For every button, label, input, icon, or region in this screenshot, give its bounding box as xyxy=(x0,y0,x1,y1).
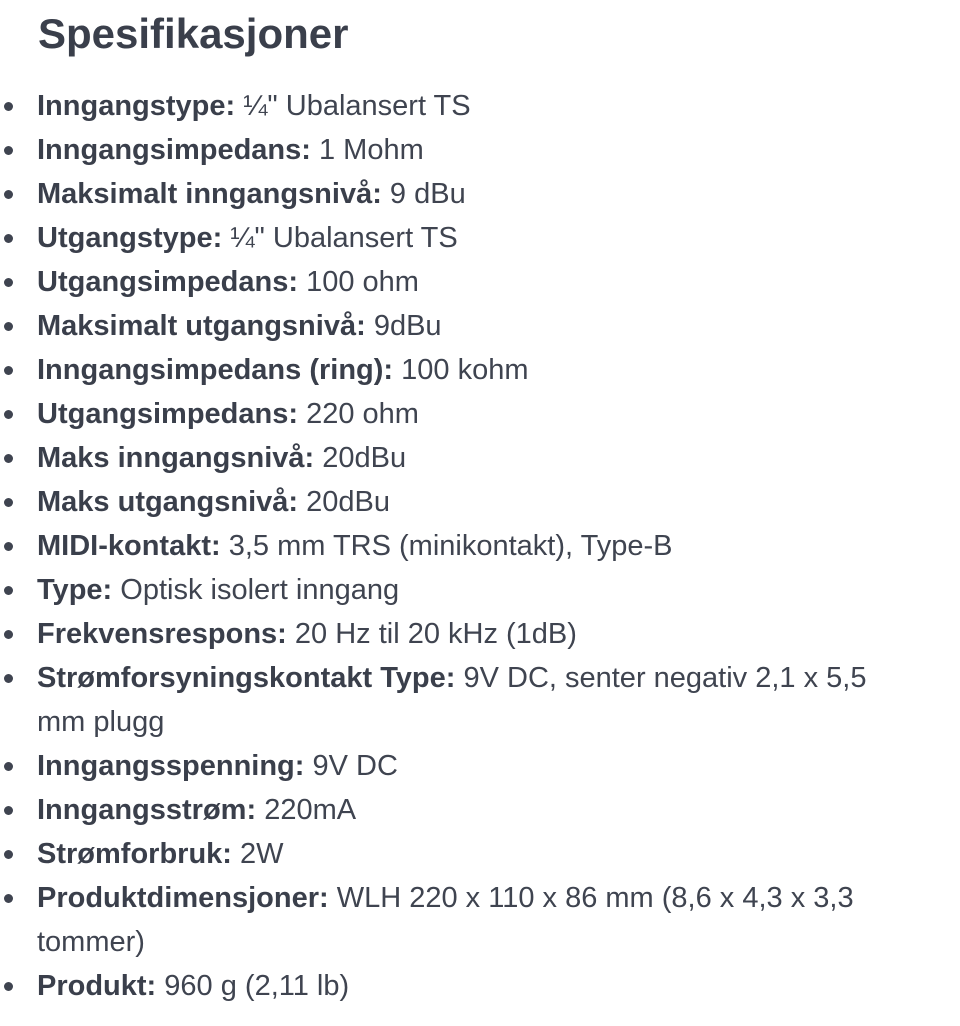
spec-item-product-weight xyxy=(0,964,920,1008)
spec-item-input-impedance-ring xyxy=(0,348,920,392)
bullet-icon xyxy=(4,322,13,331)
bullet-icon xyxy=(4,498,13,507)
spec-value: 220 ohm xyxy=(306,398,419,430)
spec-label: Utgangstype: xyxy=(37,222,223,254)
spec-label: Strømforsyningskontakt Type: xyxy=(37,662,456,694)
spec-value: 20dBu xyxy=(322,442,407,474)
spec-item-output-type xyxy=(0,216,920,260)
spec-value: 220mA xyxy=(264,794,357,826)
bullet-icon xyxy=(4,190,13,199)
bullet-icon xyxy=(4,410,13,419)
spec-value: 20dBu xyxy=(306,486,390,518)
spec-value: 9V DC, senter negativ 2,1 x 5,5 mm plugg xyxy=(37,662,867,738)
bullet-icon xyxy=(4,850,13,859)
spec-item-power-connector-type xyxy=(0,656,920,744)
spec-label: Type: xyxy=(37,574,113,606)
spec-item-max-input-level-2 xyxy=(0,436,920,480)
spec-label: Maksimalt utgangsnivå: xyxy=(37,310,366,342)
spec-label: MIDI-kontakt: xyxy=(37,530,221,562)
spec-value: 9dBu xyxy=(373,310,442,342)
bullet-icon xyxy=(4,586,13,595)
spec-item-type xyxy=(0,568,920,612)
bullet-icon xyxy=(4,674,13,683)
spec-item-midi-connector xyxy=(0,524,920,568)
spec-value: ¼" Ubalansert TS xyxy=(230,222,458,254)
bullet-icon xyxy=(4,630,13,639)
bullet-icon xyxy=(4,894,13,903)
spec-value: 9 dBu xyxy=(389,178,466,210)
spec-label: Inngangsstrøm: xyxy=(37,794,257,826)
spec-item-power-consumption xyxy=(0,832,920,876)
spec-item-max-input-level xyxy=(0,172,920,216)
spec-value: 9V DC xyxy=(312,750,398,782)
spec-item-input-impedance xyxy=(0,128,920,172)
bullet-icon xyxy=(4,982,13,991)
spec-label: Inngangsimpedans (ring): xyxy=(37,354,394,386)
spec-item-input-current xyxy=(0,788,920,832)
bullet-icon xyxy=(4,806,13,815)
bullet-icon xyxy=(4,366,13,375)
spec-value: 100 ohm xyxy=(306,266,419,298)
spec-label: Inngangsspenning: xyxy=(37,750,305,782)
spec-value: Optisk isolert inngang xyxy=(120,574,400,606)
spec-label: Maks inngangsnivå: xyxy=(37,442,315,474)
spec-list xyxy=(0,84,920,1008)
spec-value: 3,5 mm TRS (minikontakt), Type-B xyxy=(228,530,673,562)
spec-value: 2W xyxy=(240,838,284,870)
bullet-icon xyxy=(4,542,13,551)
spec-item-max-output-level-2 xyxy=(0,480,920,524)
spec-label: Produktdimensjoner: xyxy=(37,882,329,914)
spec-label: Frekvensrespons: xyxy=(37,618,287,650)
bullet-icon xyxy=(4,234,13,243)
spec-item-product-dimensions xyxy=(0,876,920,964)
spec-label: Inngangsimpedans: xyxy=(37,134,311,166)
spec-label: Utgangsimpedans: xyxy=(37,266,299,298)
spec-value: ¼" Ubalansert TS xyxy=(243,90,471,122)
spec-item-max-output-level xyxy=(0,304,920,348)
spec-value: 20 Hz til 20 kHz (1dB) xyxy=(294,618,577,650)
spec-label: Maksimalt inngangsnivå: xyxy=(37,178,382,210)
spec-label: Inngangstype: xyxy=(37,90,236,122)
spec-item-output-impedance-2 xyxy=(0,392,920,436)
page-title: Spesifikasjoner xyxy=(38,10,349,57)
spec-item-input-type xyxy=(0,84,920,128)
spec-label: Produkt: xyxy=(37,970,157,1002)
bullet-icon xyxy=(4,102,13,111)
spec-label: Strømforbruk: xyxy=(37,838,232,870)
spec-item-frequency-response xyxy=(0,612,920,656)
spec-label: Utgangsimpedans: xyxy=(37,398,299,430)
bullet-icon xyxy=(4,146,13,155)
spec-value: WLH 220 x 110 x 86 mm (8,6 x 4,3 x 3,3 tommer) xyxy=(37,882,854,958)
spec-value: 1 Mohm xyxy=(318,134,424,166)
spec-item-output-impedance xyxy=(0,260,920,304)
spec-item-input-voltage xyxy=(0,744,920,788)
spec-label: Maks utgangsnivå: xyxy=(37,486,299,518)
bullet-icon xyxy=(4,278,13,287)
spec-value: 960 g (2,11 lb) xyxy=(164,970,350,1002)
bullet-icon xyxy=(4,454,13,463)
bullet-icon xyxy=(4,762,13,771)
spec-value: 100 kohm xyxy=(401,354,529,386)
